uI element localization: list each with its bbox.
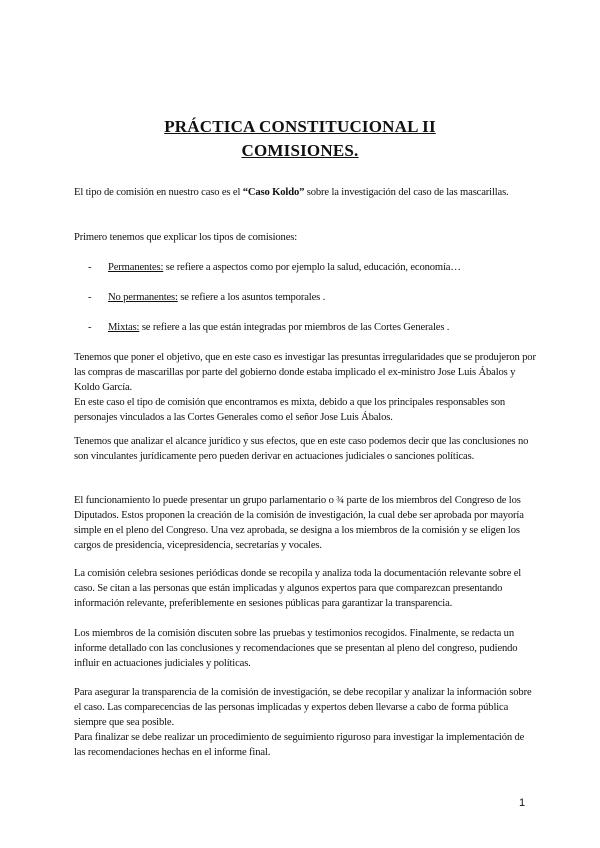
intro-text-before: El tipo de comisión en nuestro caso es el: [74, 187, 243, 198]
page-title: PRÁCTICA CONSTITUCIONAL II: [164, 117, 436, 136]
transparency-paragraph: Para asegurar la transparencia de la comisión de investigación, se debe recopilar y analizar la información sobre el caso. Las comparecencias de las personas implicadas y expertos deben llevarse a cabo de forma pública siempre que sea posible.: [74, 687, 532, 728]
bullet-text: se refiere a los asuntos temporales .: [177, 292, 326, 303]
bullet-dash: -: [88, 262, 92, 273]
list-item-no-permanentes: [88, 290, 528, 305]
bullet-term: No permanentes:: [108, 292, 178, 303]
intro-paragraph: [74, 185, 536, 200]
types-intro-paragraph: Primero tenemos que explicar los tipos de comisiones:: [74, 232, 298, 243]
bullet-term: Mixtas:: [108, 322, 140, 333]
bullet-term: Permanentes:: [108, 262, 164, 273]
members-paragraph: Los miembros de la comisión discuten sobre las pruebas y testimonios recogidos. Finalmente, se redacta un informe detallado con las conclusiones y recomendaciones que se presentan al pleno del congreso, pudiendo influir en actuaciones judiciales y políticas.: [74, 628, 518, 669]
list-item-mixtas: [88, 320, 528, 335]
mixed-commission-paragraph: En este caso el tipo de comisión que encontramos es mixta, debido a que los principales responsables son personajes vinculados a las Cortes Generales como el señor Jose Luis Ábalos.: [74, 397, 505, 423]
objective-paragraph: Tenemos que poner el objetivo, que en este caso es investigar las presuntas irregularidades que se produjeron por las compras de mascarillas por parte del gobierno donde estaba implicado el ex-ministro Jose Luis Ábalos y Koldo García.: [74, 352, 536, 393]
sessions-paragraph: La comisión celebra sesiones periódicas donde se recopila y analiza toda la documentación relevante sobre el caso. Se citan a las personas que están implicadas y algunos expertos para que comparezcan presentando información relevante, preferiblemente en sesiones públicas para garantizar la transparencia.: [74, 568, 522, 609]
case-name: “Caso Koldo”: [242, 187, 305, 198]
bullet-dash: -: [88, 322, 92, 333]
bullet-text: se refiere a aspectos como por ejemplo la salud, educación, economía…: [163, 262, 461, 273]
legal-scope-paragraph: Tenemos que analizar el alcance jurídico y sus efectos, que en este caso podemos decir que las conclusiones no son vinculantes jurídicamente pero pueden derivar en actuaciones judiciales o sanciones políticas.: [74, 436, 529, 462]
page-number: 1: [519, 797, 526, 809]
intro-text-after: sobre la investigación del caso de las mascarillas.: [304, 187, 509, 198]
page-subtitle: COMISIONES.: [241, 141, 359, 160]
list-item-permanentes: [88, 260, 528, 275]
final-paragraph: Para finalizar se debe realizar un procedimiento de seguimiento riguroso para investigar la implementación de las recomendaciones hechas en el informe final.: [74, 732, 525, 758]
bullet-dash: -: [88, 292, 92, 303]
bullet-text: se refiere a las que están integradas por miembros de las Cortes Generales .: [139, 322, 450, 333]
functioning-paragraph: El funcionamiento lo puede presentar un grupo parlamentario o ¾ parte de los miembros del Congreso de los Diputados. Estos proponen la creación de la comisión de investigación, la cual debe ser aprobada por mayoría simple en el pleno del Congreso. Una vez aprobada, se designa a los miembros de la comisión y se eligen los cargos de presidencia, vicepresidencia, secretarías y vocales.: [74, 495, 524, 551]
